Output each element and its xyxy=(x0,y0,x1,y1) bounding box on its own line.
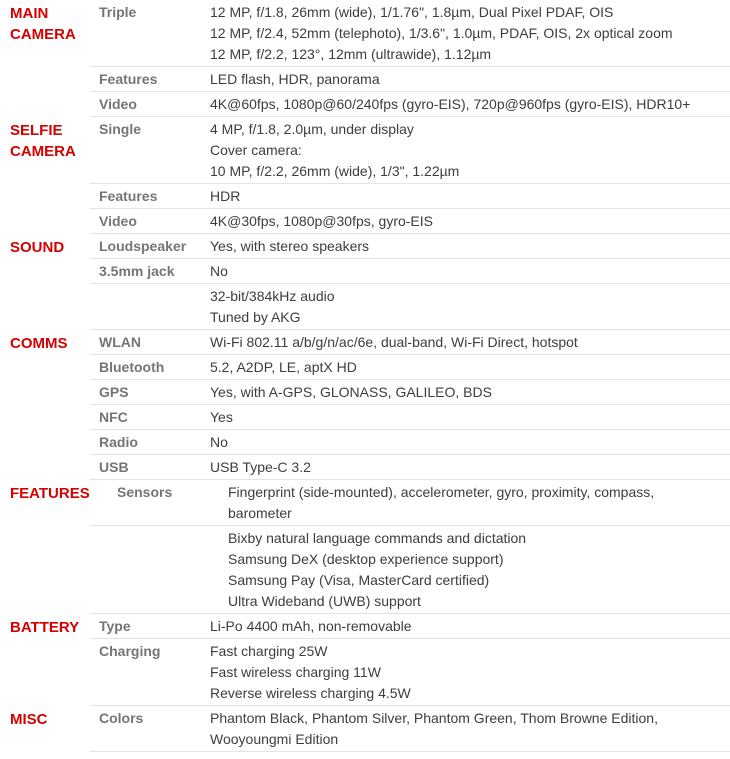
spec-value-line: 12 MP, f/2.2, 123°, 12mm (ultrawide), 1.12µm xyxy=(210,46,492,62)
spec-value xyxy=(208,92,730,117)
spec-row xyxy=(0,259,730,284)
spec-value-line: Bixby natural language commands and dictation xyxy=(228,530,527,546)
spec-label: 3.5mm jack xyxy=(90,259,208,284)
spec-label: NFC xyxy=(90,405,208,430)
spec-label: GPS xyxy=(90,380,208,405)
spec-value-line: Fast wireless charging 11W xyxy=(210,664,381,680)
spec-value xyxy=(208,455,730,480)
spec-value-line: No xyxy=(210,434,228,450)
spec-value-line: 12 MP, f/1.8, 26mm (wide), 1/1.76", 1.8µm, Dual Pixel PDAF, OIS xyxy=(210,4,614,20)
spec-label: Features xyxy=(90,184,208,209)
spec-value-line: Cover camera: xyxy=(210,142,302,158)
spec-value-line: Yes, with A-GPS, GLONASS, GALILEO, BDS xyxy=(210,384,492,400)
spec-label: USB xyxy=(90,455,208,480)
spec-label: Charging xyxy=(90,639,208,706)
spec-value-line: HDR xyxy=(210,188,241,204)
spec-value-line: Yes xyxy=(210,409,233,425)
spec-value-line: Phantom Black, Phantom Silver, Phantom Green, Thom Browne Edition, Wooyoungmi Edition xyxy=(210,710,658,747)
spec-value xyxy=(208,284,730,330)
spec-value-line: 4 MP, f/1.8, 2.0µm, under display xyxy=(210,121,414,137)
spec-row xyxy=(0,92,730,117)
spec-value-line: Fast charging 25W xyxy=(210,643,328,659)
spec-value-line: 32-bit/384kHz audio xyxy=(210,288,335,304)
spec-value xyxy=(208,405,730,430)
spec-label: Bluetooth xyxy=(90,355,208,380)
spec-row xyxy=(0,330,730,355)
spec-label: Type xyxy=(90,614,208,639)
spec-row xyxy=(0,117,730,184)
spec-row xyxy=(0,184,730,209)
spec-row xyxy=(0,706,730,752)
spec-label: Loudspeaker xyxy=(90,234,208,259)
spec-value xyxy=(208,430,730,455)
spec-label: Features xyxy=(90,67,208,92)
spec-row xyxy=(0,234,730,259)
spec-value xyxy=(208,67,730,92)
spec-row xyxy=(0,430,730,455)
spec-value xyxy=(208,706,730,752)
spec-value xyxy=(208,355,730,380)
spec-label: Triple xyxy=(90,0,208,67)
section-title: MISC xyxy=(10,710,48,728)
spec-value xyxy=(208,380,730,405)
spec-value xyxy=(208,234,730,259)
spec-value-line: 10 MP, f/2.2, 26mm (wide), 1/3", 1.22µm xyxy=(210,163,460,179)
spec-row xyxy=(0,209,730,234)
spec-value-line: Li-Po 4400 mAh, non-removable xyxy=(210,618,412,634)
spec-label xyxy=(90,284,208,330)
section-title: FEATURES xyxy=(10,484,90,502)
spec-label: WLAN xyxy=(90,330,208,355)
spec-value-line: 5.2, A2DP, LE, aptX HD xyxy=(210,359,357,375)
spec-value xyxy=(208,614,730,639)
spec-value-line: Wi-Fi 802.11 a/b/g/n/ac/6e, dual-band, Wi-Fi Direct, hotspot xyxy=(210,334,578,350)
spec-value-line: Samsung DeX (desktop experience support) xyxy=(228,551,504,567)
spec-value-line: 12 MP, f/2.4, 52mm (telephoto), 1/3.6", 1.0µm, PDAF, OIS, 2x optical zoom xyxy=(210,25,673,41)
section-title: COMMS xyxy=(10,334,68,352)
spec-value-line: Tuned by AKG xyxy=(210,309,301,325)
spec-label: Single xyxy=(90,117,208,184)
spec-label xyxy=(90,526,208,614)
section-title: SELFIE CAMERA xyxy=(10,121,76,160)
spec-label: Video xyxy=(90,92,208,117)
spec-row xyxy=(0,405,730,430)
spec-row xyxy=(0,355,730,380)
spec-row xyxy=(0,455,730,480)
spec-value-line: 4K@30fps, 1080p@30fps, gyro-EIS xyxy=(210,213,433,229)
section-title: BATTERY xyxy=(10,618,80,636)
spec-row xyxy=(0,67,730,92)
spec-value-line: 4K@60fps, 1080p@60/240fps (gyro-EIS), 720p@960fps (gyro-EIS), HDR10+ xyxy=(210,96,691,112)
spec-row xyxy=(0,639,730,706)
section-title: SOUND xyxy=(10,238,65,256)
spec-value-line: Yes, with stereo speakers xyxy=(210,238,370,254)
spec-row xyxy=(0,380,730,405)
spec-value xyxy=(208,330,730,355)
spec-value xyxy=(208,117,730,184)
spec-value-line: No xyxy=(210,263,228,279)
spec-value xyxy=(208,0,730,67)
spec-label: Video xyxy=(90,209,208,234)
spec-value-line: USB Type-C 3.2 xyxy=(210,459,311,475)
spec-value xyxy=(208,209,730,234)
spec-label: Sensors xyxy=(90,480,208,526)
spec-value xyxy=(208,526,730,614)
spec-row xyxy=(0,614,730,639)
spec-label: Colors xyxy=(90,706,208,752)
spec-value xyxy=(208,259,730,284)
spec-label: Radio xyxy=(90,430,208,455)
spec-value-line: LED flash, HDR, panorama xyxy=(210,71,380,87)
spec-value xyxy=(208,639,730,706)
spec-row xyxy=(0,480,730,526)
spec-value-line: Reverse wireless charging 4.5W xyxy=(210,685,411,701)
section-title: MAIN CAMERA xyxy=(10,5,76,43)
spec-row xyxy=(0,284,730,330)
spec-row xyxy=(0,0,730,67)
spec-value xyxy=(208,184,730,209)
spec-value-line: Samsung Pay (Visa, MasterCard certified) xyxy=(228,572,490,588)
spec-value xyxy=(208,480,730,526)
spec-row xyxy=(0,526,730,614)
spec-value-line: Ultra Wideband (UWB) support xyxy=(228,593,421,609)
spec-value-line: Fingerprint (side-mounted), accelerometer, gyro, proximity, compass, barometer xyxy=(228,484,655,521)
